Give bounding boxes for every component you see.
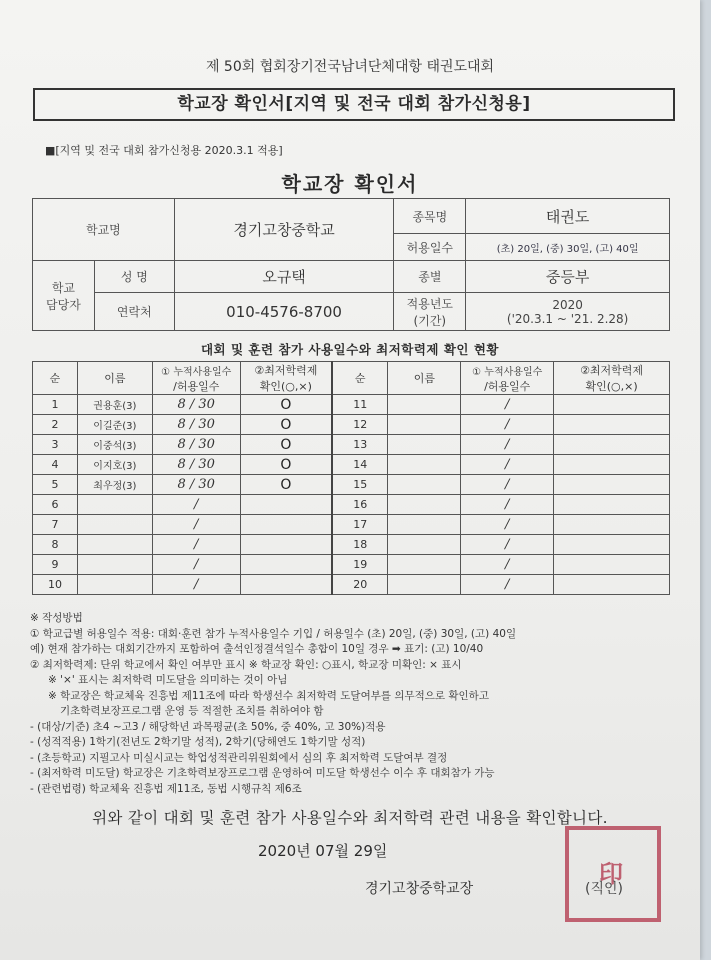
document-date: 2020년 07월 29일 bbox=[258, 842, 388, 860]
header-check-right-1: ②최저학력제 bbox=[554, 362, 670, 379]
category-value: 중등부 bbox=[466, 261, 670, 293]
row-check bbox=[240, 575, 332, 595]
header-check-right-2: 확인(○,×) bbox=[554, 378, 670, 395]
row-name: 이길준(3) bbox=[77, 415, 152, 435]
row-check bbox=[554, 435, 670, 455]
row-check bbox=[240, 555, 332, 575]
row-name bbox=[388, 515, 461, 535]
school-value: 경기고창중학교 bbox=[174, 199, 394, 261]
row-check: O bbox=[240, 435, 332, 455]
principal-signature-line: 경기고창중학교장 bbox=[365, 881, 474, 897]
row-no: 16 bbox=[332, 495, 388, 515]
row-days: 8 / 30 bbox=[152, 475, 240, 495]
row-name bbox=[388, 415, 461, 435]
table-row bbox=[33, 475, 670, 495]
header-check-left-2: 확인(○,×) bbox=[240, 378, 332, 395]
sport-value: 태권도 bbox=[466, 199, 670, 234]
row-no: 7 bbox=[33, 515, 78, 535]
school-info-table bbox=[32, 198, 670, 331]
event-title: 제 50회 협회장기전국남녀단체대항 태권도대회 bbox=[205, 59, 495, 75]
row-days: / bbox=[152, 495, 240, 515]
row-days: / bbox=[461, 535, 554, 555]
category-label: 종별 bbox=[394, 261, 466, 293]
row-check bbox=[554, 455, 670, 475]
instruction-line: ※ 학교장은 학교체육 진흥법 제11조에 따라 학생선수 최저학력 도달여부를 의무적으로 확인하고 bbox=[48, 689, 489, 702]
year-label bbox=[394, 293, 466, 331]
header-name-right: 이름 bbox=[388, 362, 461, 395]
row-no: 20 bbox=[332, 575, 388, 595]
row-days: 8 / 30 bbox=[152, 435, 240, 455]
row-days: 8 / 30 bbox=[152, 415, 240, 435]
row-name bbox=[388, 435, 461, 455]
row-name bbox=[388, 475, 461, 495]
participation-table bbox=[32, 361, 670, 595]
row-name: 이중석(3) bbox=[77, 435, 152, 455]
document-title: 학교장 확인서 bbox=[281, 172, 419, 196]
table-row bbox=[33, 395, 670, 415]
contact-label-line2: 담당자 bbox=[46, 297, 81, 312]
row-check bbox=[554, 395, 670, 415]
row-name bbox=[388, 535, 461, 555]
row-check: O bbox=[240, 475, 332, 495]
instruction-line: ※ '×' 표시는 최저학력 미도달을 의미하는 것이 아님 bbox=[48, 674, 288, 686]
contact-label-line1: 학교 bbox=[51, 280, 76, 295]
row-name bbox=[77, 535, 152, 555]
row-no: 4 bbox=[33, 455, 78, 475]
form-banner: 학교장 확인서[지역 및 전국 대회 참가신청용] bbox=[33, 88, 675, 121]
row-no: 14 bbox=[332, 455, 388, 475]
year-value bbox=[466, 293, 670, 331]
table-row bbox=[33, 535, 670, 555]
instruction-line: - (관련법령) 학교체육 진흥법 제11조, 동법 시행규칙 제6조 bbox=[30, 782, 302, 795]
allowed-value: (초) 20일, (중) 30일, (고) 40일 bbox=[466, 234, 670, 261]
row-days: / bbox=[461, 495, 554, 515]
row-check bbox=[554, 415, 670, 435]
row-no: 18 bbox=[332, 535, 388, 555]
row-no: 8 bbox=[33, 535, 78, 555]
row-check: O bbox=[240, 455, 332, 475]
confirmation-statement: 위와 같이 대회 및 훈련 참가 사용일수와 최저학력 관련 내용을 확인합니다. bbox=[92, 809, 608, 827]
instruction-line: 예) 현재 참가하는 대회기간까지 포함하여 출석인정결석일수 총합이 10일 경우 ➡ 표기: (고) 10/40 bbox=[30, 643, 484, 655]
instruction-line: 기초학력보장프로그램 운영 등 적절한 조치를 취하여야 함 bbox=[60, 705, 324, 717]
header-days-right-2: /허용일수 bbox=[461, 378, 554, 395]
table-row bbox=[33, 455, 670, 475]
year-value-line2: ('20.3.1 ~ '21. 2.28) bbox=[506, 311, 629, 326]
row-check bbox=[240, 535, 332, 555]
seal-label: (직인) bbox=[585, 881, 623, 897]
row-check bbox=[240, 495, 332, 515]
header-no-right: 순 bbox=[332, 362, 388, 395]
row-days: / bbox=[152, 535, 240, 555]
row-name: 권용훈(3) bbox=[77, 395, 152, 415]
header-days-left-2: /허용일수 bbox=[152, 378, 240, 395]
row-no: 17 bbox=[332, 515, 388, 535]
instructions bbox=[30, 611, 680, 797]
row-no: 12 bbox=[332, 415, 388, 435]
table-header-row bbox=[33, 362, 670, 379]
table-row bbox=[33, 555, 670, 575]
row-days: / bbox=[152, 515, 240, 535]
header-name-left: 이름 bbox=[77, 362, 152, 395]
row-name bbox=[388, 495, 461, 515]
header-days-left-1: ① 누적사용일수 bbox=[152, 362, 240, 379]
row-no: 5 bbox=[33, 475, 78, 495]
row-check bbox=[554, 575, 670, 595]
row-no: 6 bbox=[33, 495, 78, 515]
row-days: / bbox=[152, 555, 240, 575]
row-days: / bbox=[461, 555, 554, 575]
instruction-line: - (성적적용) 1학기(전년도 2학기말 성적), 2학기(당해연도 1학기말 성적) bbox=[30, 736, 366, 748]
table-row bbox=[33, 435, 670, 455]
row-no: 2 bbox=[33, 415, 78, 435]
phone-value: 010-4576-8700 bbox=[174, 293, 394, 331]
row-name bbox=[388, 455, 461, 475]
phone-label: 연락처 bbox=[94, 293, 174, 331]
instruction-line: - (대상/기준) 초4 ~고3 / 해당학년 과목평균(초 50%, 중 40%, 고 30%)적용 bbox=[30, 720, 386, 733]
header-no-left: 순 bbox=[33, 362, 78, 395]
row-check bbox=[554, 535, 670, 555]
row-days: 8 / 30 bbox=[152, 395, 240, 415]
row-check bbox=[554, 475, 670, 495]
official-seal-stamp bbox=[565, 826, 661, 922]
row-days: / bbox=[461, 475, 554, 495]
instruction-line: ① 학교급별 허용일수 적용: 대회·훈련 참가 누적사용일수 기입 / 허용일수 (초) 20일, (중) 30일, (고) 40일 bbox=[30, 627, 517, 640]
row-name bbox=[388, 555, 461, 575]
row-check bbox=[240, 515, 332, 535]
contact-label bbox=[33, 261, 95, 331]
row-days: / bbox=[461, 455, 554, 475]
row-name bbox=[77, 495, 152, 515]
school-label: 학교명 bbox=[33, 199, 175, 261]
sport-label: 종목명 bbox=[394, 199, 466, 234]
row-name: 이지호(3) bbox=[77, 455, 152, 475]
row-days: 8 / 30 bbox=[152, 455, 240, 475]
table-row bbox=[33, 415, 670, 435]
row-days: / bbox=[461, 575, 554, 595]
row-check bbox=[554, 555, 670, 575]
seal-glyph: 印 bbox=[599, 860, 627, 888]
instruction-line: ※ 작성방법 bbox=[30, 612, 83, 624]
row-no: 15 bbox=[332, 475, 388, 495]
table-row bbox=[33, 575, 670, 595]
table-row bbox=[33, 515, 670, 535]
row-days: / bbox=[461, 435, 554, 455]
instruction-line: - (초등학교) 지필고사 미실시교는 학업성적관리위원회에서 심의 후 최저학력 도달여부 결정 bbox=[30, 751, 448, 764]
year-label-line2: (기간) bbox=[413, 313, 447, 328]
year-label-line1: 적용년도 bbox=[406, 296, 454, 311]
row-days: / bbox=[461, 515, 554, 535]
row-days: / bbox=[152, 575, 240, 595]
row-name bbox=[388, 395, 461, 415]
row-name bbox=[77, 555, 152, 575]
applied-note: ■[지역 및 전국 대회 참가신청용 2020.3.1 적용] bbox=[45, 144, 283, 157]
row-name bbox=[77, 575, 152, 595]
section-title: 대회 및 훈련 참가 사용일수와 최저학력제 확인 현황 bbox=[200, 342, 500, 357]
table-row bbox=[33, 495, 670, 515]
row-no: 19 bbox=[332, 555, 388, 575]
year-value-line1: 2020 bbox=[552, 297, 583, 312]
header-days-right-1: ① 누적사용일수 bbox=[461, 362, 554, 379]
header-check-left-1: ②최저학력제 bbox=[240, 362, 332, 379]
row-no: 11 bbox=[332, 395, 388, 415]
row-no: 10 bbox=[33, 575, 78, 595]
row-days: / bbox=[461, 415, 554, 435]
row-no: 13 bbox=[332, 435, 388, 455]
name-label: 성 명 bbox=[94, 261, 174, 293]
row-check bbox=[554, 495, 670, 515]
allowed-label: 허용일수 bbox=[394, 234, 466, 261]
row-check: O bbox=[240, 395, 332, 415]
row-check: O bbox=[240, 415, 332, 435]
row-name bbox=[388, 575, 461, 595]
instruction-line: ② 최저학력제: 단위 학교에서 확인 여부만 표시 ※ 학교장 확인: ○표시, 학교장 미확인: × 표시 bbox=[30, 658, 462, 671]
row-no: 1 bbox=[33, 395, 78, 415]
row-no: 3 bbox=[33, 435, 78, 455]
instruction-line: - (최저학력 미도달) 학교장은 기초학력보장프로그램 운영하여 미도달 학생선수 이수 후 대회참가 가능 bbox=[30, 767, 495, 779]
row-check bbox=[554, 515, 670, 535]
row-days: / bbox=[461, 395, 554, 415]
name-value: 오규택 bbox=[174, 261, 394, 293]
row-name bbox=[77, 515, 152, 535]
row-name: 최우정(3) bbox=[77, 475, 152, 495]
row-no: 9 bbox=[33, 555, 78, 575]
